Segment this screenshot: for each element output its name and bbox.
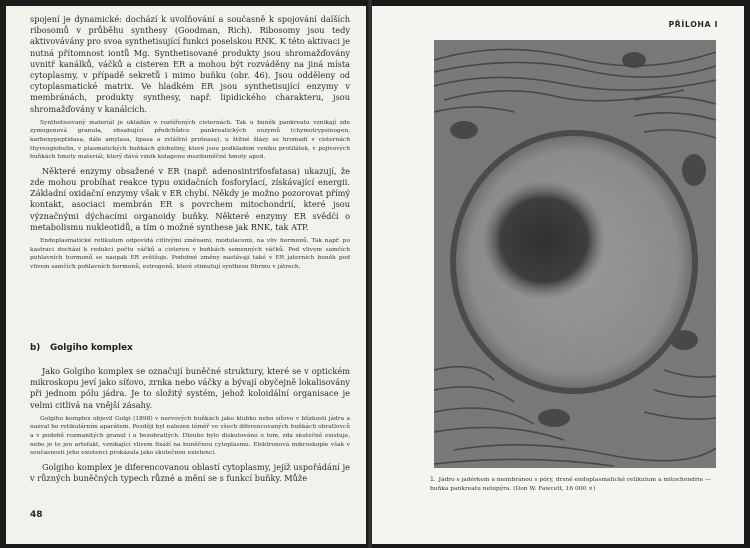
left-page [6,6,370,544]
text-block-lower [30,366,350,484]
paragraph-1: spojení je dynamické: dochází k uvolňování a současně k spojování dalších ribosomů v průběhu synthesy (Goodman, Rich). Ribosomy jsou tedy aktivovávány pro svoa synthetisující funkci poselskou RNK. K této aktivaci je nutná přítomnost iontů Mg. Synthetisované produkty jsou shromažďovány uvnitř kanálků, váčků a cisteren ER a mohou být rozváděny na jiná místa cytoplasmy, v případě sekretů i mimo buňku (obr. 46). Jsou odděleny od cytoplasmatické matrix. Ve hladkém ER jsou synthetisující enzymy v membránách, produkty synthesy, např. lipidického charakteru, jsou shromažďovány v kanálcích. [30,14,350,114]
paragraph-3: Jako Golgiho komplex se označují buněčné struktury, které se v optickém mikroskopu jeví jako síťovo, zrnka nebo váčky a bývají obyčejně lokalisovány při jednom pólu jádra. Je to složitý systém, jehož koloidální organisace je velmi citlivá na vnější zásahy. [30,366,350,410]
text-block-upper [30,14,350,271]
figure-caption [430,476,720,494]
paragraph-2: Některé enzymy obsažené v ER (např. adenosintrifosfatasa) ukazují, že zde mohou probíhat reakce typu oxidačních fosforylací, získávající energii. Základní oxidační enzymy však v ER chybí. Někdy je možno pozorovat přímý kontakt, asociaci membrán ER s povrchem mitochondrií, které jsou význačnými dýchacími organoidy buňky. Některé enzymy ER svědčí o metabolismu nukleotidů, a tím o možné synthese jak RNK, tak ATP. [30,165,350,232]
caption-text: Jádro s jadérkem a membránou s póry, drsné endoplasmatické retikulum a mitochondrie — buňka pankreatu netopýra. (Don W. Fawcett, 16 000 ×) [430,477,711,492]
small-print-3: Golgiho komplex objevil Golgi (1898) v nervových buňkách jako klubko nebo síťovo v blízkosti jádra a nazval ho retikulárním aparátem. Později byl nalezen téměř ve všech diferencovaných buňkách obratlovců a v podobě rozmanitých granul i u bezobratlých. Dlouho bylo diskutováno o tom, zda skutečně existuje, nebo je to jen artefakt, vznikající vlivem fixáží na buněčnou cytoplasmu. Elektronová mikroskopie však v současnosti jeho existenci prokázala jako skutečnou existenci. [30,415,350,457]
right-page [372,6,744,544]
small-print-1: Synthetisovaný materiál je ukládán v rozšířených cisternách. Tak u buněk pankreatu vznikají zde zymogenová granula, obsahující předchůdce pankreatických enzymů (chymotrypsinogen, karboxypeptidasa, dále amylasa, lipasa a zvláštní proteasa), u štítné žlázy se hromadí v cisternách thyreoglobulin, v plasmatických buňkách globuliny, které jsou podkladem vzniku protilátek, v pojivových buňkách hmoty materiál, který dává vznik kolagenu mezibuněčné hmoty apod. [30,119,350,161]
section-title: Golgiho komplex [50,343,133,353]
section-heading [30,343,133,353]
small-print-2: Endoplasmatické retikulum odpovídá citlivými změnami, modulacemi, na vliv hormonů. Tak např. po kastraci dochází k redukci počtu váčků a cisteren v buňkách semenných váčků. Pod vlivem samčích pohlavních hormonů se naopak ER zvětšuje. Podobně změny nastávají také v ER jaterních buněk pod vlivem samčích pohlavních hormonů, estrogenů, které stimulují synthesu fibrinu v játrech. [30,238,350,270]
electron-micrograph [434,40,716,468]
caption-number: 1. [430,477,436,483]
running-header: PŘÍLOHA I [668,20,718,29]
page-number: 48 [30,510,43,520]
section-number: b) [30,343,41,353]
paragraph-4: Golgiho komplex je diferencovanou oblastí cytoplasmy, jejíž uspořádání je v různých buněčných typech různé a mění se s funkcí buňky. Může [30,461,350,483]
micrograph-image [434,40,716,468]
